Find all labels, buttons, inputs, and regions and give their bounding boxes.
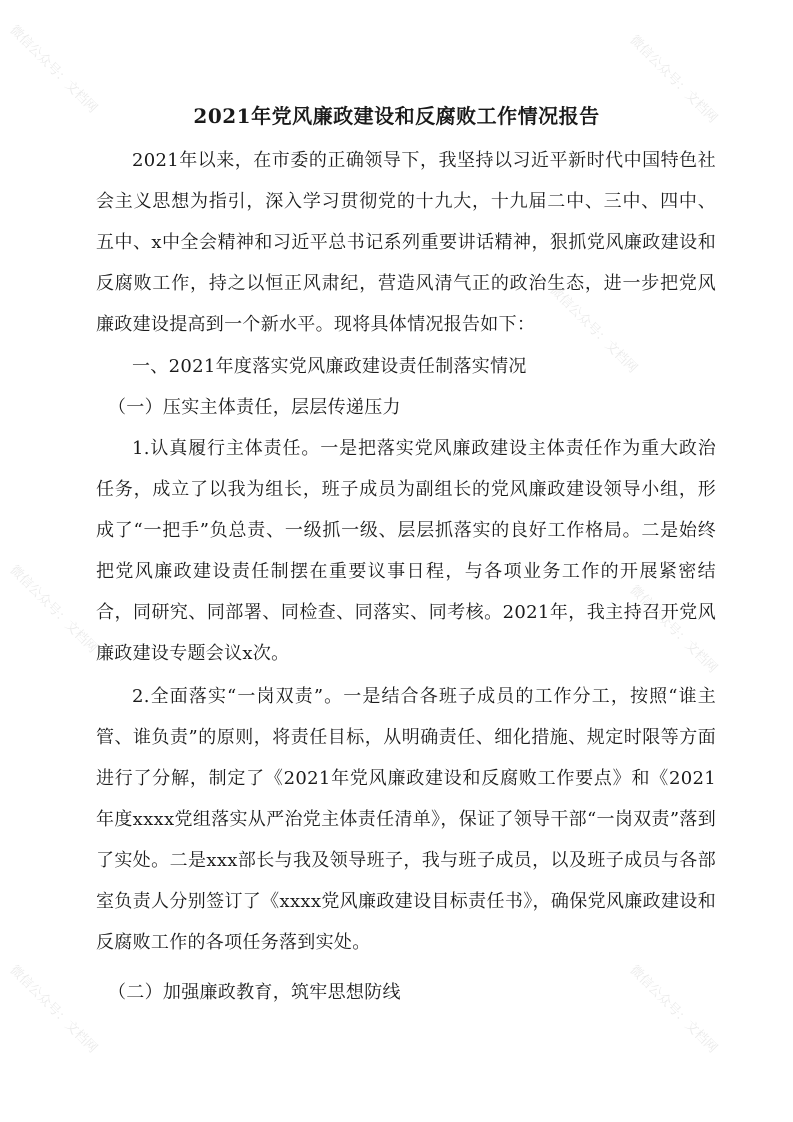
watermark: 微信公众号：文档网	[6, 962, 100, 1057]
subsection-heading: （二）加强廉政教育，筑牢思想防线	[108, 982, 401, 1003]
intro-paragraph: 2021年以来，在市委的正确领导下，我坚持以习近平新时代中国特色社会主义思想为指引，深入学习贯彻党的十九大，十九届二中、三中、四中、五中、x中全会精神和习近平总书记系列重要讲话精神，狠抓党风廉政建设和反腐败工作，持之以恒正风肃纪，营造风清气正的政治生态，进一步把党风廉政建设提高到一个新水平。现将具体情况报告如下：	[96, 150, 716, 335]
watermark: 微信公众号：文档网	[626, 962, 720, 1057]
document-title: 2021年党风廉政建设和反腐败工作情况报告	[193, 104, 600, 128]
item-paragraph-2: 2.全面落实“一岗双责”。一是结合各班子成员的工作分工，按照“谁主管、谁负责”的原则，将责任目标，从明确责任、细化措施、规定时限等方面进行了分解，制定了《2021年党风廉政建设和反腐败工作要点》和《2021年度xxxx党组落实从严治党主体责任清单》，保证了领导干部“一岗双责”落到了实处。二是xxx部长与我及领导班子，我与班子成员，以及班子成员与各部室负责人分别签订了《xxxx党风廉政建设目标责任书》，确保党风廉政建设和反腐败工作的各项任务落到实处。	[96, 686, 716, 953]
watermark: 微信公众号：文档网	[6, 562, 100, 657]
watermark: 微信公众号：文档网	[626, 32, 720, 127]
watermark: 微信公众号：文档网	[546, 282, 640, 377]
watermark: 微信公众号：文档网	[6, 22, 100, 117]
section-heading: 一、2021年度落实党风廉政建设责任制落实情况	[132, 356, 527, 377]
subsection-heading: （一）压实主体责任，层层传递压力	[108, 397, 401, 418]
watermark: 微信公众号：文档网	[626, 582, 720, 677]
item-paragraph-1: 1.认真履行主体责任。一是把落实党风廉政建设主体责任作为重大政治任务，成立了以我为组长，班子成员为副组长的党风廉政建设领导小组，形成了“一把手”负总责、一级抓一级、层层抓落实的良好工作格局。二是始终把党风廉政建设责任制摆在重要议事日程，与各项业务工作的开展紧密结合，同研究、同部署、同检查、同落实、同考核。2021年，我主持召开党风廉政建设专题会议x次。	[96, 438, 716, 664]
